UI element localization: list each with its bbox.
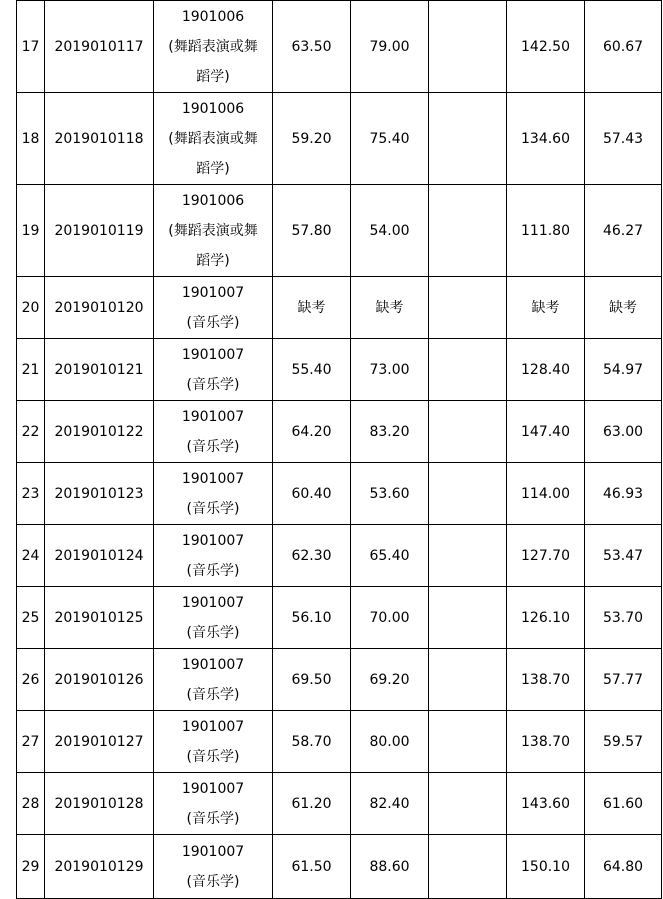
table-row xyxy=(17,773,662,835)
major-name: (音乐学) xyxy=(186,686,240,703)
total-score: 缺考 xyxy=(507,277,585,339)
final-score: 60.67 xyxy=(585,1,662,93)
candidate-id: 2019010118 xyxy=(45,93,154,185)
score-1: 61.50 xyxy=(273,835,351,899)
total-score: 147.40 xyxy=(507,401,585,463)
total-score: 138.70 xyxy=(507,711,585,773)
major-name: (音乐学) xyxy=(186,810,240,827)
row-number: 24 xyxy=(17,525,45,587)
score-1: 58.70 xyxy=(273,711,351,773)
score-3 xyxy=(429,525,507,587)
final-score: 53.70 xyxy=(585,587,662,649)
major-code: 1901007 xyxy=(181,843,245,860)
total-score: 128.40 xyxy=(507,339,585,401)
major-name-cont: 蹈学) xyxy=(196,252,230,269)
major-code: 1901007 xyxy=(181,470,245,487)
candidate-id: 2019010120 xyxy=(45,277,154,339)
final-score: 63.00 xyxy=(585,401,662,463)
score-2: 53.60 xyxy=(351,463,429,525)
major-code: 1901007 xyxy=(181,656,245,673)
score-2: 70.00 xyxy=(351,587,429,649)
score-2: 88.60 xyxy=(351,835,429,899)
score-3 xyxy=(429,835,507,899)
score-1: 57.80 xyxy=(273,185,351,277)
score-3 xyxy=(429,587,507,649)
major-code: 1901006 xyxy=(181,100,245,117)
final-score: 57.43 xyxy=(585,93,662,185)
row-number: 25 xyxy=(17,587,45,649)
table-row xyxy=(17,1,662,93)
major-cell xyxy=(154,587,273,649)
score-1: 69.50 xyxy=(273,649,351,711)
major-cell xyxy=(154,649,273,711)
row-number: 20 xyxy=(17,277,45,339)
score-1: 64.20 xyxy=(273,401,351,463)
candidate-id: 2019010122 xyxy=(45,401,154,463)
score-3 xyxy=(429,1,507,93)
score-1: 56.10 xyxy=(273,587,351,649)
major-name: (音乐学) xyxy=(186,873,240,890)
major-name: (音乐学) xyxy=(186,748,240,765)
score-2: 65.40 xyxy=(351,525,429,587)
row-number: 18 xyxy=(17,93,45,185)
row-number: 22 xyxy=(17,401,45,463)
major-code: 1901007 xyxy=(181,594,245,611)
major-code: 1901007 xyxy=(181,346,245,363)
major-name: (音乐学) xyxy=(186,376,240,393)
candidate-id: 2019010129 xyxy=(45,835,154,899)
major-name: (舞蹈表演或舞 xyxy=(168,38,258,55)
table-row xyxy=(17,463,662,525)
score-2: 75.40 xyxy=(351,93,429,185)
major-name: (音乐学) xyxy=(186,314,240,331)
final-score: 53.47 xyxy=(585,525,662,587)
major-code: 1901007 xyxy=(181,780,245,797)
row-number: 17 xyxy=(17,1,45,93)
candidate-id: 2019010119 xyxy=(45,185,154,277)
major-cell xyxy=(154,525,273,587)
score-2: 54.00 xyxy=(351,185,429,277)
score-3 xyxy=(429,277,507,339)
candidate-id: 2019010121 xyxy=(45,339,154,401)
major-cell xyxy=(154,1,273,93)
score-3 xyxy=(429,773,507,835)
total-score: 114.00 xyxy=(507,463,585,525)
table-row xyxy=(17,401,662,463)
final-score: 缺考 xyxy=(585,277,662,339)
score-3 xyxy=(429,93,507,185)
major-cell xyxy=(154,711,273,773)
table-row xyxy=(17,711,662,773)
table-row xyxy=(17,525,662,587)
row-number: 29 xyxy=(17,835,45,899)
score-3 xyxy=(429,339,507,401)
table-row xyxy=(17,185,662,277)
major-cell xyxy=(154,339,273,401)
major-name: (音乐学) xyxy=(186,438,240,455)
total-score: 143.60 xyxy=(507,773,585,835)
major-code: 1901007 xyxy=(181,284,245,301)
major-cell xyxy=(154,93,273,185)
major-name-cont: 蹈学) xyxy=(196,68,230,85)
major-cell xyxy=(154,463,273,525)
score-2: 73.00 xyxy=(351,339,429,401)
total-score: 134.60 xyxy=(507,93,585,185)
total-score: 150.10 xyxy=(507,835,585,899)
major-name: (音乐学) xyxy=(186,624,240,641)
score-1: 63.50 xyxy=(273,1,351,93)
row-number: 19 xyxy=(17,185,45,277)
candidate-id: 2019010126 xyxy=(45,649,154,711)
score-2: 79.00 xyxy=(351,1,429,93)
major-code: 1901007 xyxy=(181,408,245,425)
major-name: (音乐学) xyxy=(186,500,240,517)
score-1: 62.30 xyxy=(273,525,351,587)
score-1: 55.40 xyxy=(273,339,351,401)
table-row xyxy=(17,649,662,711)
total-score: 126.10 xyxy=(507,587,585,649)
score-1: 60.40 xyxy=(273,463,351,525)
total-score: 111.80 xyxy=(507,185,585,277)
final-score: 46.27 xyxy=(585,185,662,277)
major-name: (音乐学) xyxy=(186,562,240,579)
major-code: 1901007 xyxy=(181,532,245,549)
final-score: 64.80 xyxy=(585,835,662,899)
score-2: 80.00 xyxy=(351,711,429,773)
score-3 xyxy=(429,185,507,277)
total-score: 127.70 xyxy=(507,525,585,587)
score-3 xyxy=(429,463,507,525)
final-score: 59.57 xyxy=(585,711,662,773)
final-score: 57.77 xyxy=(585,649,662,711)
candidate-id: 2019010127 xyxy=(45,711,154,773)
major-code: 1901007 xyxy=(181,718,245,735)
score-2: 缺考 xyxy=(351,277,429,339)
table-row xyxy=(17,93,662,185)
major-name-cont: 蹈学) xyxy=(196,160,230,177)
row-number: 21 xyxy=(17,339,45,401)
major-cell xyxy=(154,773,273,835)
score-1: 59.20 xyxy=(273,93,351,185)
row-number: 23 xyxy=(17,463,45,525)
score-3 xyxy=(429,401,507,463)
score-2: 69.20 xyxy=(351,649,429,711)
score-1: 缺考 xyxy=(273,277,351,339)
final-score: 54.97 xyxy=(585,339,662,401)
major-cell xyxy=(154,835,273,899)
final-score: 61.60 xyxy=(585,773,662,835)
major-code: 1901006 xyxy=(181,8,245,25)
score-3 xyxy=(429,711,507,773)
row-number: 28 xyxy=(17,773,45,835)
final-score: 46.93 xyxy=(585,463,662,525)
table-row xyxy=(17,339,662,401)
major-cell xyxy=(154,401,273,463)
table-row xyxy=(17,587,662,649)
score-2: 82.40 xyxy=(351,773,429,835)
row-number: 26 xyxy=(17,649,45,711)
score-2: 83.20 xyxy=(351,401,429,463)
candidate-id: 2019010124 xyxy=(45,525,154,587)
total-score: 138.70 xyxy=(507,649,585,711)
score-1: 61.20 xyxy=(273,773,351,835)
table-row xyxy=(17,835,662,899)
scores-table-body xyxy=(17,1,662,899)
table-row xyxy=(17,277,662,339)
row-number: 27 xyxy=(17,711,45,773)
score-3 xyxy=(429,649,507,711)
scores-table xyxy=(16,0,662,899)
candidate-id: 2019010117 xyxy=(45,1,154,93)
major-cell xyxy=(154,277,273,339)
candidate-id: 2019010123 xyxy=(45,463,154,525)
major-name: (舞蹈表演或舞 xyxy=(168,130,258,147)
major-name: (舞蹈表演或舞 xyxy=(168,222,258,239)
candidate-id: 2019010128 xyxy=(45,773,154,835)
major-code: 1901006 xyxy=(181,192,245,209)
total-score: 142.50 xyxy=(507,1,585,93)
major-cell xyxy=(154,185,273,277)
candidate-id: 2019010125 xyxy=(45,587,154,649)
